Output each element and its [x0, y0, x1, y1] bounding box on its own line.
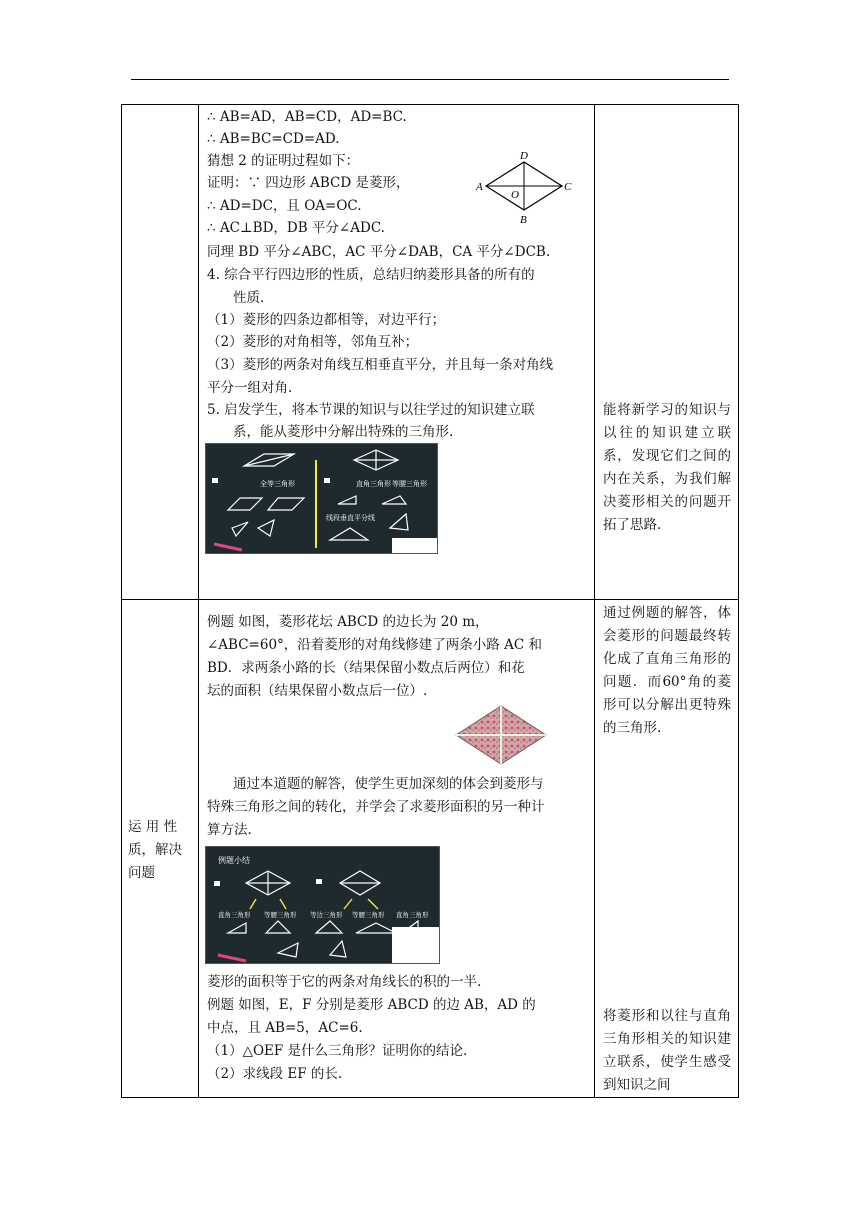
text-line: 通过本道题的解答，使学生更加深刻的体会到菱形与 [233, 776, 544, 792]
label-b: B [520, 214, 527, 226]
slide-image-summary [205, 846, 440, 964]
text-line: （1）△OEF 是什么三角形？证明你的结论. [207, 1043, 468, 1059]
slide2-label-4: 直角三角形 [396, 911, 429, 919]
text-line: ∴ AC⊥BD，DB 平分∠ADC. [207, 220, 385, 236]
text-line: 系，能从菱形中分解出特殊的三角形. [233, 424, 454, 440]
note-row1: 能将新学习的知识与以往的知识建立联系，发现它们之间的内在关系，为我们解决菱形相关的问题开拓了思路. [603, 402, 731, 533]
text-line: 4. 综合平行四边形的性质，总结归纳菱形具备的所有的 [207, 267, 535, 283]
header-rule [131, 79, 729, 80]
text-line: 同理 BD 平分∠ABC，AC 平分∠DAB，CA 平分∠DCB. [207, 244, 551, 260]
text-line: ∴ AB=BC=CD=AD. [207, 131, 340, 147]
label-a: A [476, 181, 483, 193]
slide-image-triangles [205, 443, 438, 554]
text-line: （3）菱形的两条对角线互相垂直平分，并且每一条对角线 [207, 357, 554, 373]
row-divider [121, 599, 739, 600]
text-line: 菱形的面积等于它的两条对角线长的积的一半. [207, 974, 482, 990]
text-line: 性质. [233, 290, 265, 306]
slide1-label-2: 等腰三角形 [392, 480, 427, 488]
col-divider-1 [198, 104, 199, 1098]
note-row2-a: 通过例题的解答，体会菱形的问题最终转化成了直角三角形的问题．而60°角的菱形可以分解出更特殊的三角形. [603, 605, 731, 736]
flowerbed-rhombus-image [450, 702, 552, 768]
slide1-label-3: 线段垂直平分线 [326, 514, 375, 522]
label-c: C [564, 181, 572, 193]
slide2-label-2: 等边三角形 [310, 911, 343, 919]
text-line: BD．求两条小路的长（结果保留小数点后两位）和花 [207, 660, 525, 676]
slide2-title: 例题小结 [218, 856, 250, 865]
text-line: 猜想 2 的证明过程如下： [207, 153, 360, 169]
text-line: （2）菱形的对角相等，邻角互补； [207, 334, 419, 350]
text-line: 5. 启发学生，将本节课的知识与以往学过的知识建立联 [207, 402, 535, 418]
text-line: （2）求线段 EF 的长. [207, 1066, 343, 1082]
label-d: D [520, 150, 528, 162]
text-line: 中点，且 AB=5，AC=6. [207, 1020, 363, 1036]
text-line: ∴ AB=AD，AB=CD，AD=BC. [207, 109, 407, 125]
note-row2-b: 将菱形和以往与直角三角形相关的知识建立联系，使学生感受到知识之间 [603, 1008, 731, 1093]
text-line: （1）菱形的四条边都相等，对边平行； [207, 312, 446, 328]
text-line: 例题 如图，E，F 分别是菱形 ABCD 的边 AB，AD 的 [207, 997, 536, 1013]
slide2-label-3: 等腰三角形 [352, 911, 385, 919]
label-o: O [511, 189, 519, 201]
rhombus-diagram [474, 148, 578, 228]
col-divider-2 [594, 104, 595, 1098]
text-line: 例题 如图，菱形花坛 ABCD 的边长为 20 m， [207, 614, 489, 630]
slide2-label-1: 等腰三角形 [264, 911, 297, 919]
text-line: 证明：∵ 四边形 ABCD 是菱形， [207, 175, 410, 191]
row-label: 运 用 性 质，解决 问题 [128, 819, 182, 881]
text-line: 坛的面积（结果保留小数点后一位）. [207, 683, 428, 699]
text-line: 平分一组对角. [207, 380, 293, 396]
text-line: ∠ABC=60°，沿着菱形的对角线修建了两条小路 AC 和 [207, 637, 542, 653]
text-line: 算方法. [207, 822, 252, 838]
text-line: ∴ AD=DC，且 OA=OC. [207, 198, 362, 214]
slide1-label-0: 全等三角形 [260, 480, 295, 488]
slide1-label-1: 直角三角形 [356, 480, 391, 488]
slide2-label-0: 直角三角形 [218, 911, 251, 919]
text-line: 特殊三角形之间的转化，并学会了求菱形面积的另一种计 [207, 799, 545, 815]
